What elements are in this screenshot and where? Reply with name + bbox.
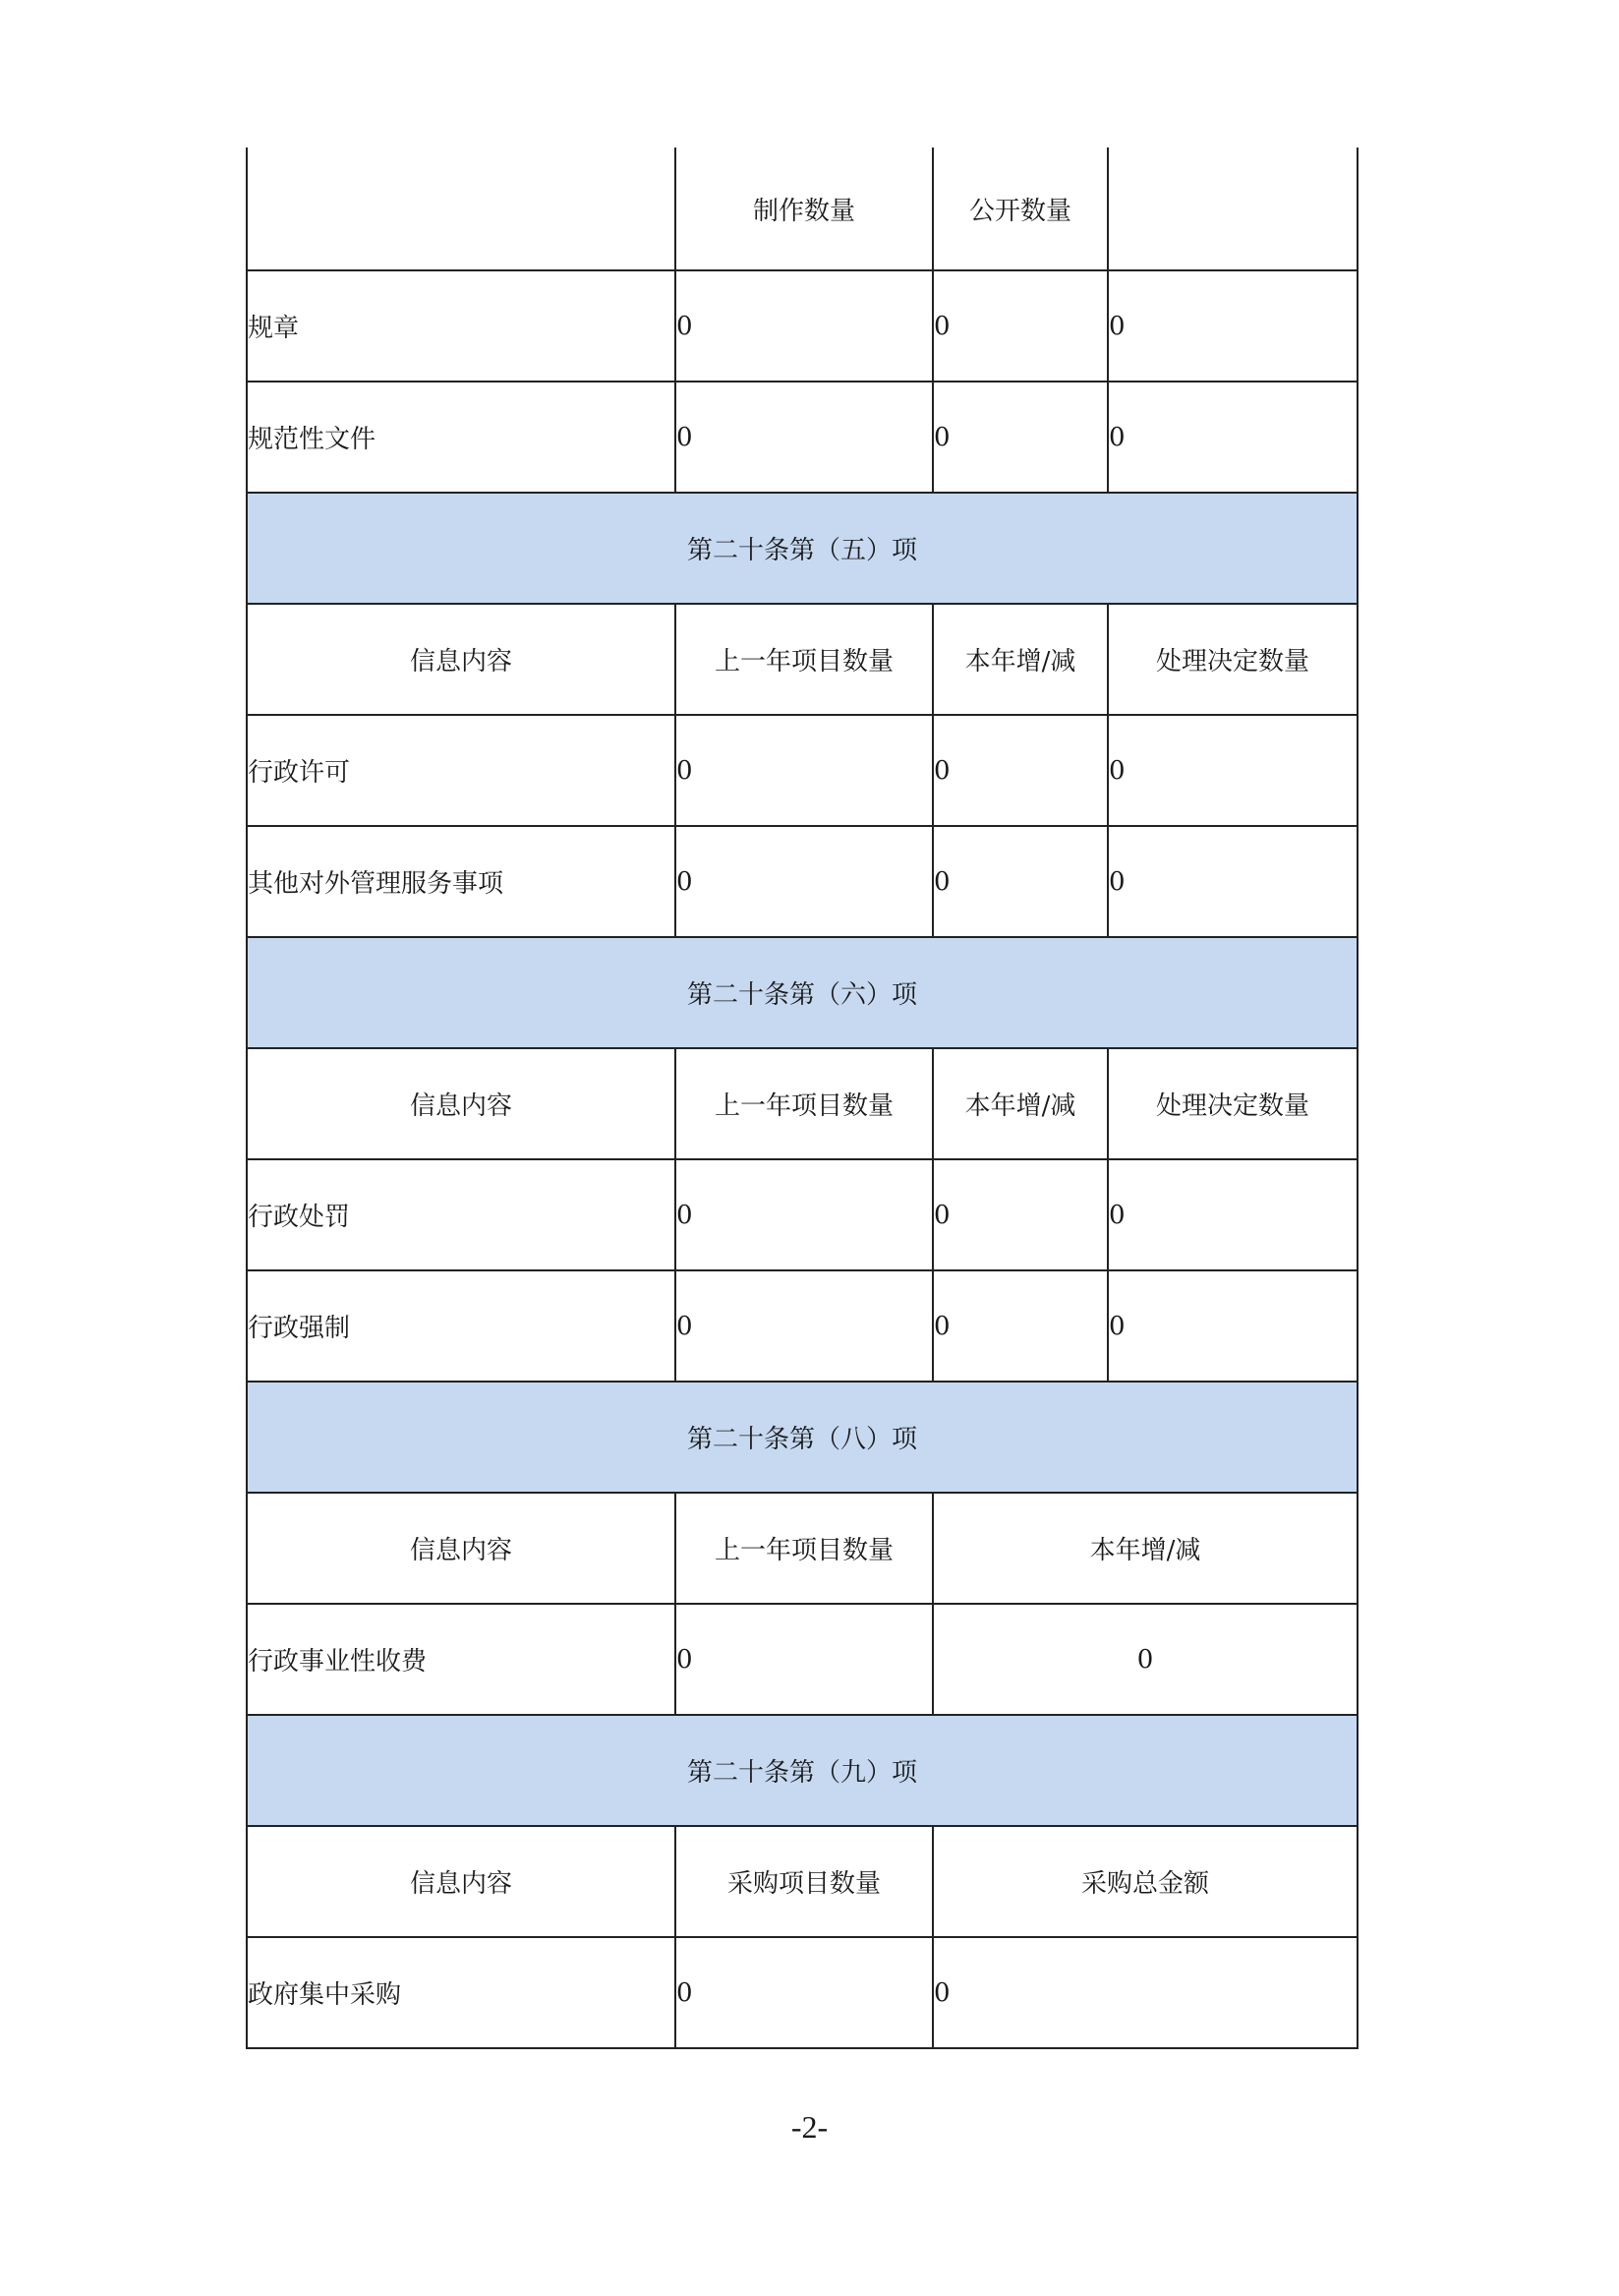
- header-row: [247, 1048, 1358, 1159]
- cell-value: 0: [1108, 715, 1358, 826]
- row-label: 行政处罚: [247, 1159, 675, 1270]
- cell-value: 0: [933, 1159, 1108, 1270]
- cell-value: 0: [933, 1270, 1108, 1382]
- column-header: 本年增/减: [933, 1048, 1108, 1159]
- column-header: 上一年项目数量: [675, 1493, 933, 1604]
- empty-cell: [1108, 147, 1358, 270]
- section-title-row: [247, 1715, 1358, 1826]
- cell-value: 0: [675, 826, 933, 937]
- disclosure-table: [246, 147, 1359, 2049]
- cell-value: 0: [1108, 1270, 1358, 1382]
- column-header: 信息内容: [247, 1826, 675, 1937]
- cell-value: 0: [1108, 270, 1358, 382]
- table-row: [247, 382, 1358, 493]
- cell-value: 0: [675, 715, 933, 826]
- column-header: 信息内容: [247, 1493, 675, 1604]
- column-header: 处理决定数量: [1108, 604, 1358, 715]
- section-title: 第二十条第（五）项: [247, 493, 1358, 604]
- column-header: 采购总金额: [933, 1826, 1358, 1937]
- cell-value: 0: [933, 1604, 1358, 1715]
- column-header: 信息内容: [247, 604, 675, 715]
- row-label: 行政许可: [247, 715, 675, 826]
- column-header: 本年增/减: [933, 604, 1108, 715]
- row-label: 其他对外管理服务事项: [247, 826, 675, 937]
- page-number: -2-: [790, 2109, 829, 2145]
- row-label: 规范性文件: [247, 382, 675, 493]
- table-row: [247, 715, 1358, 826]
- section-title-row: [247, 1382, 1358, 1493]
- header-made-count: 制作数量: [675, 147, 933, 270]
- column-header: 本年增/减: [933, 1493, 1358, 1604]
- column-header: 处理决定数量: [1108, 1048, 1358, 1159]
- cell-value: 0: [933, 826, 1108, 937]
- row-label: 行政事业性收费: [247, 1604, 675, 1715]
- table-row: [247, 270, 1358, 382]
- column-header: 上一年项目数量: [675, 1048, 933, 1159]
- cell-value: 0: [675, 1270, 933, 1382]
- table-row: [247, 1604, 1358, 1715]
- row-label: 政府集中采购: [247, 1937, 675, 2048]
- table-row: [247, 826, 1358, 937]
- cell-value: 0: [1108, 382, 1358, 493]
- row-label: 行政强制: [247, 1270, 675, 1382]
- column-header: 采购项目数量: [675, 1826, 933, 1937]
- table-row: [247, 147, 1358, 270]
- cell-value: 0: [933, 382, 1108, 493]
- cell-value: 0: [675, 270, 933, 382]
- header-row: [247, 1493, 1358, 1604]
- header-row: [247, 1826, 1358, 1937]
- column-header: 信息内容: [247, 1048, 675, 1159]
- column-header: 上一年项目数量: [675, 604, 933, 715]
- section-title-row: [247, 937, 1358, 1048]
- cell-value: 0: [933, 1937, 1358, 2048]
- cell-value: 0: [1108, 826, 1358, 937]
- cell-value: 0: [675, 1937, 933, 2048]
- section-title-row: [247, 493, 1358, 604]
- empty-cell: [247, 147, 675, 270]
- section-title: 第二十条第（八）项: [247, 1382, 1358, 1493]
- cell-value: 0: [675, 382, 933, 493]
- section-title: 第二十条第（九）项: [247, 1715, 1358, 1826]
- header-row: [247, 604, 1358, 715]
- table-row: [247, 1159, 1358, 1270]
- cell-value: 0: [675, 1604, 933, 1715]
- section-title: 第二十条第（六）项: [247, 937, 1358, 1048]
- row-label: 规章: [247, 270, 675, 382]
- cell-value: 0: [933, 270, 1108, 382]
- cell-value: 0: [933, 715, 1108, 826]
- table-row: [247, 1937, 1358, 2048]
- header-public-count: 公开数量: [933, 147, 1108, 270]
- table-row: [247, 1270, 1358, 1382]
- cell-value: 0: [675, 1159, 933, 1270]
- cell-value: 0: [1108, 1159, 1358, 1270]
